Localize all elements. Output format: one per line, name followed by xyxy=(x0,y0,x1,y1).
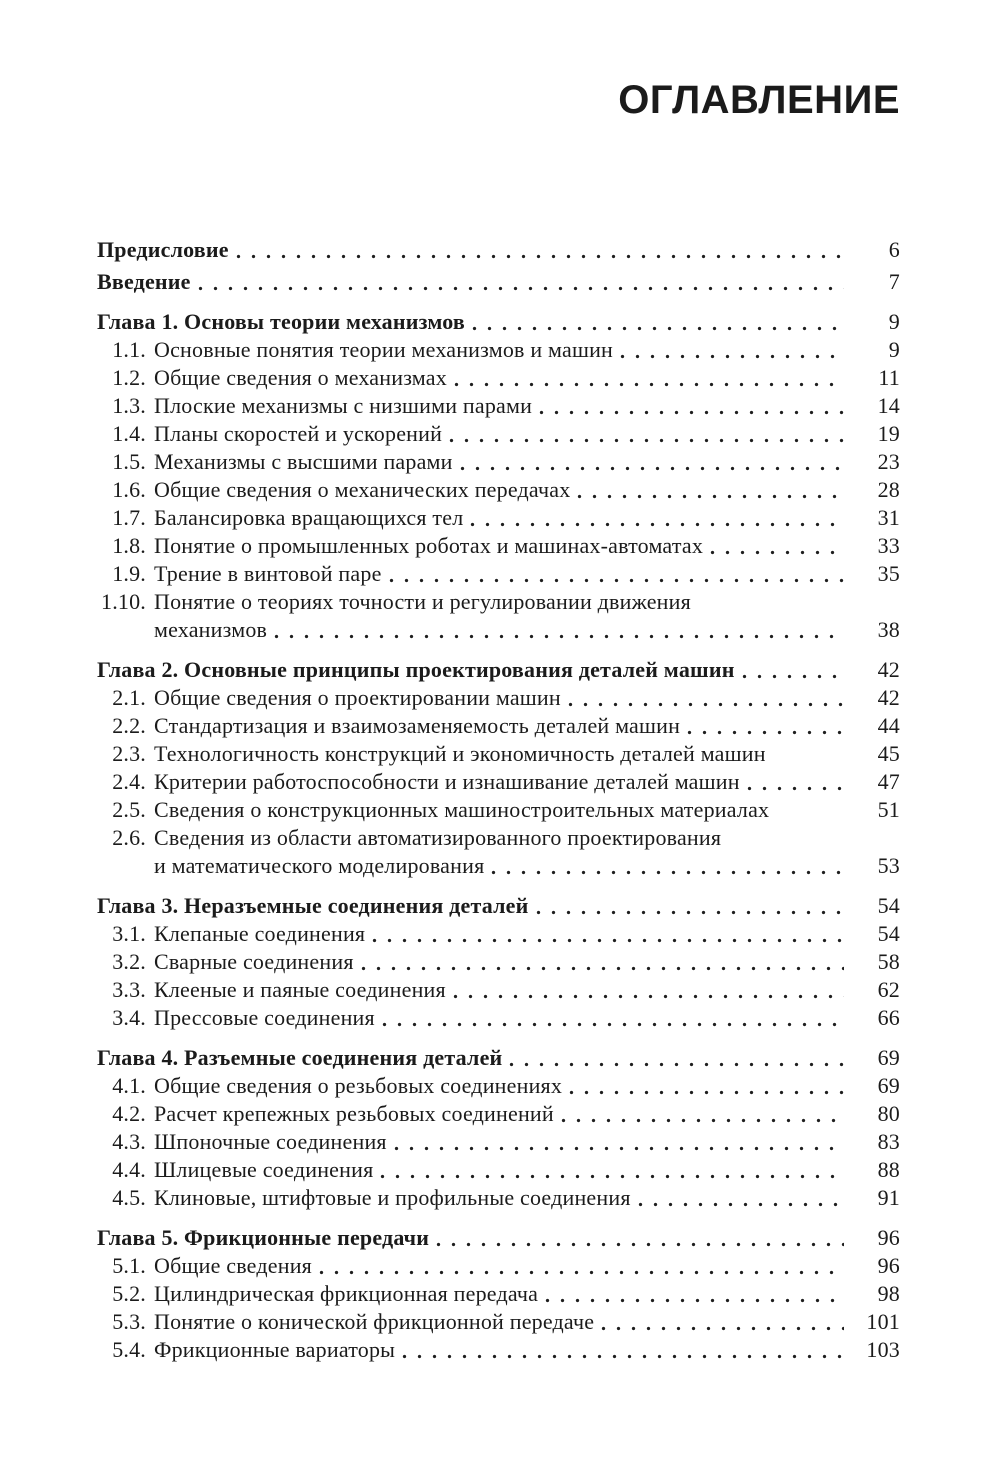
toc-entry-label: Предисловие xyxy=(97,237,229,262)
toc-entry-page: 58 xyxy=(877,949,900,974)
dot-leader xyxy=(747,785,844,792)
toc-entry-label: Понятие о промышленных роботах и машинах-автоматах xyxy=(154,533,704,558)
dot-leader xyxy=(382,1021,844,1028)
toc-entry-number: 2.2. xyxy=(112,713,146,738)
dot-leader xyxy=(453,993,844,1000)
dot-leader xyxy=(742,673,844,680)
toc-entry-number: 4.4. xyxy=(112,1157,146,1182)
toc-entry-number: 4.3. xyxy=(112,1129,146,1154)
toc-entry xyxy=(97,920,900,948)
toc-entry-label: Глава 1. Основы теории механизмов xyxy=(97,309,465,334)
toc-entry-page: 69 xyxy=(877,1073,900,1098)
toc-entry-label: Общие сведения о резьбовых соединениях xyxy=(154,1073,563,1098)
toc-entry-label: Клееные и паяные соединения xyxy=(154,977,446,1002)
toc-entry-page: 9 xyxy=(888,309,900,334)
dot-leader xyxy=(687,729,844,736)
toc-entry-label: Расчет крепежных резьбовых соединений xyxy=(154,1101,554,1126)
toc-entry-page: 53 xyxy=(877,853,900,878)
toc-entry xyxy=(97,1280,900,1308)
dot-leader xyxy=(449,437,844,444)
toc-entry-page: 96 xyxy=(877,1225,900,1250)
toc-entry-page: 62 xyxy=(877,977,900,1002)
toc-entry-label: Глава 5. Фрикционные передачи xyxy=(97,1225,430,1250)
toc-entry xyxy=(97,1044,900,1072)
toc-entry xyxy=(97,1004,900,1032)
dot-leader xyxy=(389,577,844,584)
toc-entry-page: 19 xyxy=(877,421,900,446)
toc-entry xyxy=(97,1252,900,1280)
dot-leader xyxy=(545,1297,844,1304)
toc-entry-page: 51 xyxy=(877,797,900,822)
toc-entry-number: 1.5. xyxy=(112,449,146,474)
toc-entry-label: Глава 3. Неразъемные соединения деталей xyxy=(97,893,529,918)
toc-entry-page: 11 xyxy=(878,365,900,390)
dot-leader xyxy=(460,465,844,472)
toc-entry xyxy=(97,740,900,768)
toc-entry xyxy=(97,684,900,712)
toc-entry-label: Шлицевые соединения xyxy=(154,1157,374,1182)
toc-entry-label: Понятие о теориях точности и регулировании движения xyxy=(154,589,691,614)
toc-entry-page: 42 xyxy=(877,685,900,710)
toc-entry-label: Шпоночные соединения xyxy=(154,1129,387,1154)
toc-entry-number: 5.3. xyxy=(112,1309,146,1334)
toc-entry-number: 1.3. xyxy=(112,393,146,418)
toc-entry-page: 38 xyxy=(877,617,900,642)
dot-leader xyxy=(472,325,844,332)
toc-entry xyxy=(97,336,900,364)
toc-entry-label: Плоские механизмы с низшими парами xyxy=(154,393,533,418)
toc-entry-label: Сведения из области автоматизированного проектирования xyxy=(154,825,722,850)
dot-leader xyxy=(470,521,844,528)
toc-entry xyxy=(97,1156,900,1184)
toc-entry-page: 66 xyxy=(877,1005,900,1030)
toc-entry-label: Трение в винтовой паре xyxy=(154,561,382,586)
toc-entry xyxy=(97,824,900,852)
toc-entry-page: 47 xyxy=(877,769,900,794)
toc-entry xyxy=(97,948,900,976)
toc-entry-page: 80 xyxy=(877,1101,900,1126)
toc-entry-page: 28 xyxy=(877,477,900,502)
dot-leader xyxy=(236,253,844,260)
dot-leader xyxy=(638,1201,844,1208)
dot-leader xyxy=(436,1241,844,1248)
toc-entry-page: 69 xyxy=(877,1045,900,1070)
toc-entry xyxy=(97,1072,900,1100)
toc-entry xyxy=(97,268,900,296)
toc-entry-number: 1.2. xyxy=(112,365,146,390)
toc-entry xyxy=(97,796,900,824)
dot-leader xyxy=(491,869,844,876)
toc-entry-label: Основные понятия теории механизмов и машин xyxy=(154,337,614,362)
toc-entry xyxy=(97,1224,900,1252)
toc-entry xyxy=(97,392,900,420)
toc-entry-label: механизмов xyxy=(154,617,268,642)
toc-entry-page: 6 xyxy=(888,237,900,262)
toc-entry xyxy=(97,1128,900,1156)
toc-entry-page: 31 xyxy=(877,505,900,530)
dot-leader xyxy=(536,909,845,916)
toc-entry-number: 1.6. xyxy=(112,477,146,502)
dot-leader xyxy=(728,841,844,848)
toc-entry xyxy=(97,308,900,336)
toc-entry-label: Глава 2. Основные принципы проектирования деталей машин xyxy=(97,657,735,682)
toc-entry-page: 7 xyxy=(888,269,900,294)
toc-entry-number: 1.9. xyxy=(112,561,146,586)
toc-entry xyxy=(97,616,900,644)
toc-entry-label: Цилиндрическая фрикционная передача xyxy=(154,1281,539,1306)
toc-entry-number: 5.2. xyxy=(112,1281,146,1306)
toc-entry-page: 96 xyxy=(877,1253,900,1278)
dot-leader xyxy=(198,285,844,292)
toc-entry xyxy=(97,1308,900,1336)
toc-entry-number: 4.5. xyxy=(112,1185,146,1210)
dot-leader xyxy=(776,813,844,820)
toc-entry-number: 1.1. xyxy=(112,337,146,362)
dot-leader xyxy=(710,549,844,556)
toc-entry-label: Общие сведения о проектировании машин xyxy=(154,685,561,710)
page-title: ОГЛАВЛЕНИЕ xyxy=(618,78,900,122)
toc-entry-number: 1.10. xyxy=(101,589,146,614)
toc-entry xyxy=(97,768,900,796)
toc-entry xyxy=(97,1184,900,1212)
toc-entry xyxy=(97,1100,900,1128)
toc-entry-label: Глава 4. Разъемные соединения деталей xyxy=(97,1045,503,1070)
toc-entry-label: Сведения о конструкционных машиностроительных материалах xyxy=(154,797,770,822)
toc-list xyxy=(97,236,900,1364)
dot-leader xyxy=(274,633,844,640)
toc-entry-label: Прессовые соединения xyxy=(154,1005,375,1030)
toc-entry-label: Технологичность конструкций и экономичность деталей машин xyxy=(154,741,766,766)
dot-leader xyxy=(698,605,844,612)
toc-entry xyxy=(97,656,900,684)
dot-leader xyxy=(454,381,844,388)
toc-entry xyxy=(97,476,900,504)
dot-leader xyxy=(577,493,844,500)
dot-leader xyxy=(620,353,844,360)
toc-entry-page: 9 xyxy=(888,337,900,362)
toc-entry-page: 42 xyxy=(877,657,900,682)
toc-entry-label: Фрикционные вариаторы xyxy=(154,1337,396,1362)
toc-entry-label: Планы скоростей и ускорений xyxy=(154,421,443,446)
dot-leader xyxy=(569,1089,844,1096)
toc-entry-label: Клиновые, штифтовые и профильные соединения xyxy=(154,1185,631,1210)
toc-entry-number: 5.4. xyxy=(112,1337,146,1362)
toc-entry-label: Общие сведения о механических передачах xyxy=(154,477,571,502)
toc-entry-page: 45 xyxy=(877,741,900,766)
toc-entry-page: 54 xyxy=(877,921,900,946)
toc-entry-label: Введение xyxy=(97,269,191,294)
toc-entry xyxy=(97,448,900,476)
toc-entry xyxy=(97,364,900,392)
toc-entry-label: Критерии работоспособности и изнашивание деталей машин xyxy=(154,769,740,794)
dot-leader xyxy=(380,1173,844,1180)
toc-entry xyxy=(97,1336,900,1364)
toc-entry xyxy=(97,588,900,616)
toc-entry-page: 33 xyxy=(877,533,900,558)
dot-leader xyxy=(361,965,844,972)
toc-entry-number: 5.1. xyxy=(112,1253,146,1278)
dot-leader xyxy=(601,1325,844,1332)
toc-entry-label: Общие сведения о механизмах xyxy=(154,365,447,390)
toc-entry-number: 3.1. xyxy=(112,921,146,946)
toc-entry-label: Стандартизация и взаимозаменяемость деталей машин xyxy=(154,713,681,738)
dot-leader xyxy=(539,409,844,416)
dot-leader xyxy=(372,937,844,944)
dot-leader xyxy=(402,1353,844,1360)
toc-entry-page: 44 xyxy=(877,713,900,738)
toc-entry-number: 2.4. xyxy=(112,769,146,794)
dot-leader xyxy=(773,757,844,764)
toc-entry-number: 2.6. xyxy=(112,825,146,850)
toc-entry-page: 103 xyxy=(866,1337,900,1362)
toc-entry-label: Общие сведения xyxy=(154,1253,312,1278)
toc-entry xyxy=(97,420,900,448)
toc-entry-number: 3.3. xyxy=(112,977,146,1002)
toc-entry-label: Понятие о конической фрикционной передаче xyxy=(154,1309,595,1334)
toc-entry-page: 88 xyxy=(877,1157,900,1182)
toc-entry xyxy=(97,560,900,588)
toc-entry-number: 2.1. xyxy=(112,685,146,710)
dot-leader xyxy=(561,1117,844,1124)
toc-entry-page: 23 xyxy=(877,449,900,474)
toc-entry xyxy=(97,532,900,560)
toc-entry xyxy=(97,712,900,740)
toc-entry-number: 1.7. xyxy=(112,505,146,530)
toc-entry-number: 3.4. xyxy=(112,1005,146,1030)
toc-entry-page: 54 xyxy=(877,893,900,918)
toc-entry-number: 3.2. xyxy=(112,949,146,974)
toc-entry-label: Балансировка вращающихся тел xyxy=(154,505,464,530)
dot-leader xyxy=(394,1145,844,1152)
toc-entry-page: 83 xyxy=(877,1129,900,1154)
dot-leader xyxy=(568,701,844,708)
dot-leader xyxy=(319,1269,844,1276)
toc-entry xyxy=(97,892,900,920)
toc-entry-number: 1.8. xyxy=(112,533,146,558)
toc-entry-number: 2.5. xyxy=(112,797,146,822)
toc-entry-page: 14 xyxy=(877,393,900,418)
toc-entry-number: 4.2. xyxy=(112,1101,146,1126)
dot-leader xyxy=(509,1061,844,1068)
toc-entry-label: и математического моделирования xyxy=(154,853,485,878)
toc-entry-page: 91 xyxy=(877,1185,900,1210)
toc-entry-page: 101 xyxy=(866,1309,900,1334)
toc-entry-number: 2.3. xyxy=(112,741,146,766)
toc-entry xyxy=(97,852,900,880)
toc-entry-number: 4.1. xyxy=(112,1073,146,1098)
toc-entry xyxy=(97,236,900,264)
toc-entry-page: 98 xyxy=(877,1281,900,1306)
toc-entry-page: 35 xyxy=(877,561,900,586)
toc-entry-label: Механизмы с высшими парами xyxy=(154,449,453,474)
toc-entry xyxy=(97,976,900,1004)
toc-entry xyxy=(97,504,900,532)
toc-entry-label: Клепаные соединения xyxy=(154,921,366,946)
toc-entry-number: 1.4. xyxy=(112,421,146,446)
toc-entry-label: Сварные соединения xyxy=(154,949,354,974)
